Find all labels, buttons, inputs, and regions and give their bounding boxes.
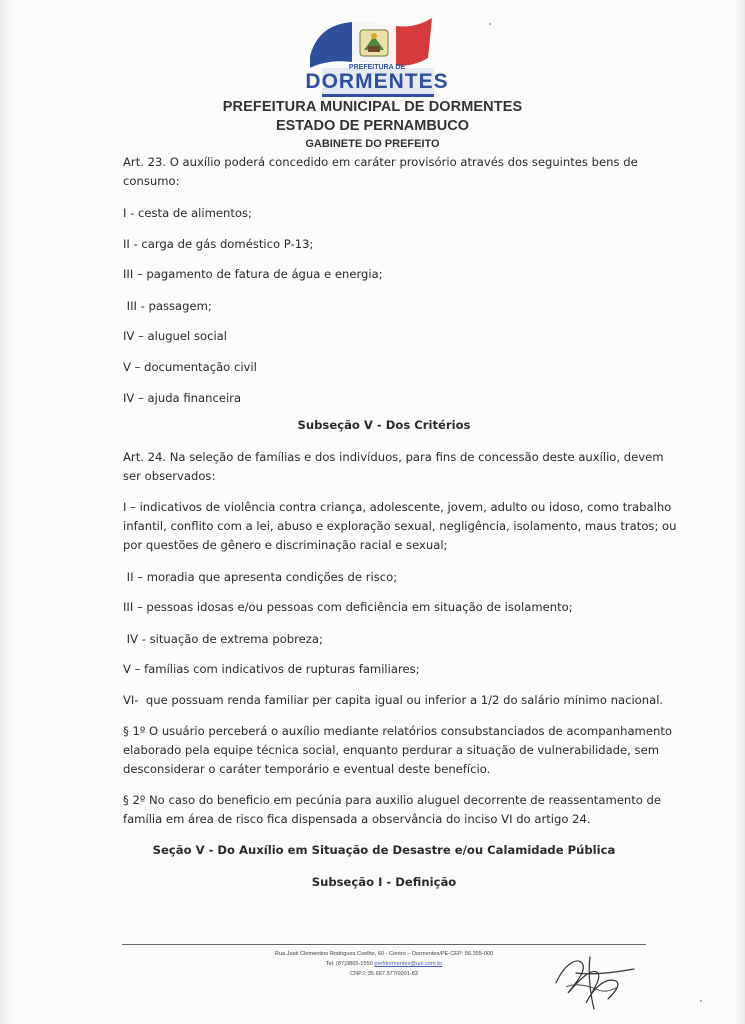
paragraph-2-line-1: § 2º No caso do beneficio em pecúnia para auxilio aluguel decorrente de reassentamento de: [123, 793, 662, 807]
subsection-i-heading: Subseção I - Definição: [311, 875, 457, 889]
header-office: GABINETE DO PREFEITO: [305, 138, 440, 150]
art24-item-2: II – moradia que apresenta condições de risco;: [123, 570, 398, 584]
subsection-v-heading: Subseção V - Dos Critérios: [297, 418, 471, 432]
art24-item-6: VI- que possuam renda familiar per capita igual ou inferior a 1/2 do salário mínimo nacional.: [123, 693, 664, 707]
paragraph-1-line-1: § 1º O usuário perceberá o auxílio mediante relatórios consubstanciados de acompanhamento: [123, 724, 672, 738]
art23-line-2: consumo:: [123, 174, 180, 188]
header-subtitle: ESTADO DE PERNAMBUCO: [275, 118, 470, 134]
footer-cnpj: CNPJ: 35.667.377/0001-83: [350, 971, 418, 977]
art23-line-1: Art. 23. O auxílio poderá concedido em caráter provisório através dos seguintes bens de: [123, 155, 638, 169]
art23-item-6: V – documentação civil: [123, 360, 257, 374]
logo-small-text: PREFEITURA DE: [348, 64, 406, 71]
paragraph-1-line-2: elaborado pela equipe técnica social, enquanto perdurar a situação de vulnerabilidade, sem: [123, 743, 660, 757]
art23-item-1: I - cesta de alimentos;: [123, 206, 252, 220]
art23-item-5: IV – aluguel social: [123, 329, 227, 343]
art24-line-1: Art. 24. Na seleção de famílias e dos indivíduos, para fins de concessão deste auxílio, devem: [123, 450, 664, 464]
art24-item-4: IV - situação de extrema pobreza;: [123, 632, 323, 646]
section-v-heading: Seção V - Do Auxílio em Situação de Desastre e/ou Calamidade Pública: [152, 843, 616, 857]
handwritten-signature: [546, 943, 638, 1013]
paragraph-2-line-2: família em área de risco fica dispensada a observância do inciso VI do artigo 24.: [123, 812, 591, 826]
prefeitura-logo: [296, 16, 458, 100]
art23-item-3: III – pagamento de fatura de água e energia;: [123, 267, 383, 281]
art24-line-2: ser observados:: [123, 469, 216, 483]
header-title: PREFEITURA MUNICIPAL DE DORMENTES: [222, 99, 523, 115]
scan-speck: [489, 23, 491, 25]
scan-speck: [700, 1000, 702, 1002]
logo-main-text: DORMENTES: [305, 70, 449, 93]
art24-item-1-line-3: por questões de gênero e discriminação racial e sexual;: [123, 538, 448, 552]
art23-item-7: IV – ajuda financeira: [123, 391, 242, 405]
footer-address: Rua José Clementino Rodrigues Coelho, 60 - Centro – Dormentes/PE-CEP: 56.355-000: [274, 951, 494, 957]
paragraph-1-line-3: desconsiderar o caráter temporário e eventual deste benefício.: [123, 762, 491, 776]
art24-item-1-line-2: infantil, conflito com a lei, abuso e exploração sexual, negligência, isolamento, maus tratos; ou: [123, 519, 677, 533]
art23-item-4: III - passagem;: [123, 299, 212, 313]
art24-item-5: V – famílias com indicativos de rupturas familiares;: [123, 662, 420, 676]
footer-tel: Tel: (87)3865-1550: [325, 961, 373, 967]
art23-item-2: II - carga de gás doméstico P-13;: [123, 237, 314, 251]
art24-item-3: III – pessoas idosas e/ou pessoas com deficiência em situação de isolamento;: [123, 600, 573, 614]
art24-item-1-line-1: I – indicativos de violência contra criança, adolescente, jovem, adulto ou idoso, como trabalho: [123, 500, 672, 514]
footer-email-link[interactable]: prefdormentes@uol.com.br: [374, 961, 443, 967]
